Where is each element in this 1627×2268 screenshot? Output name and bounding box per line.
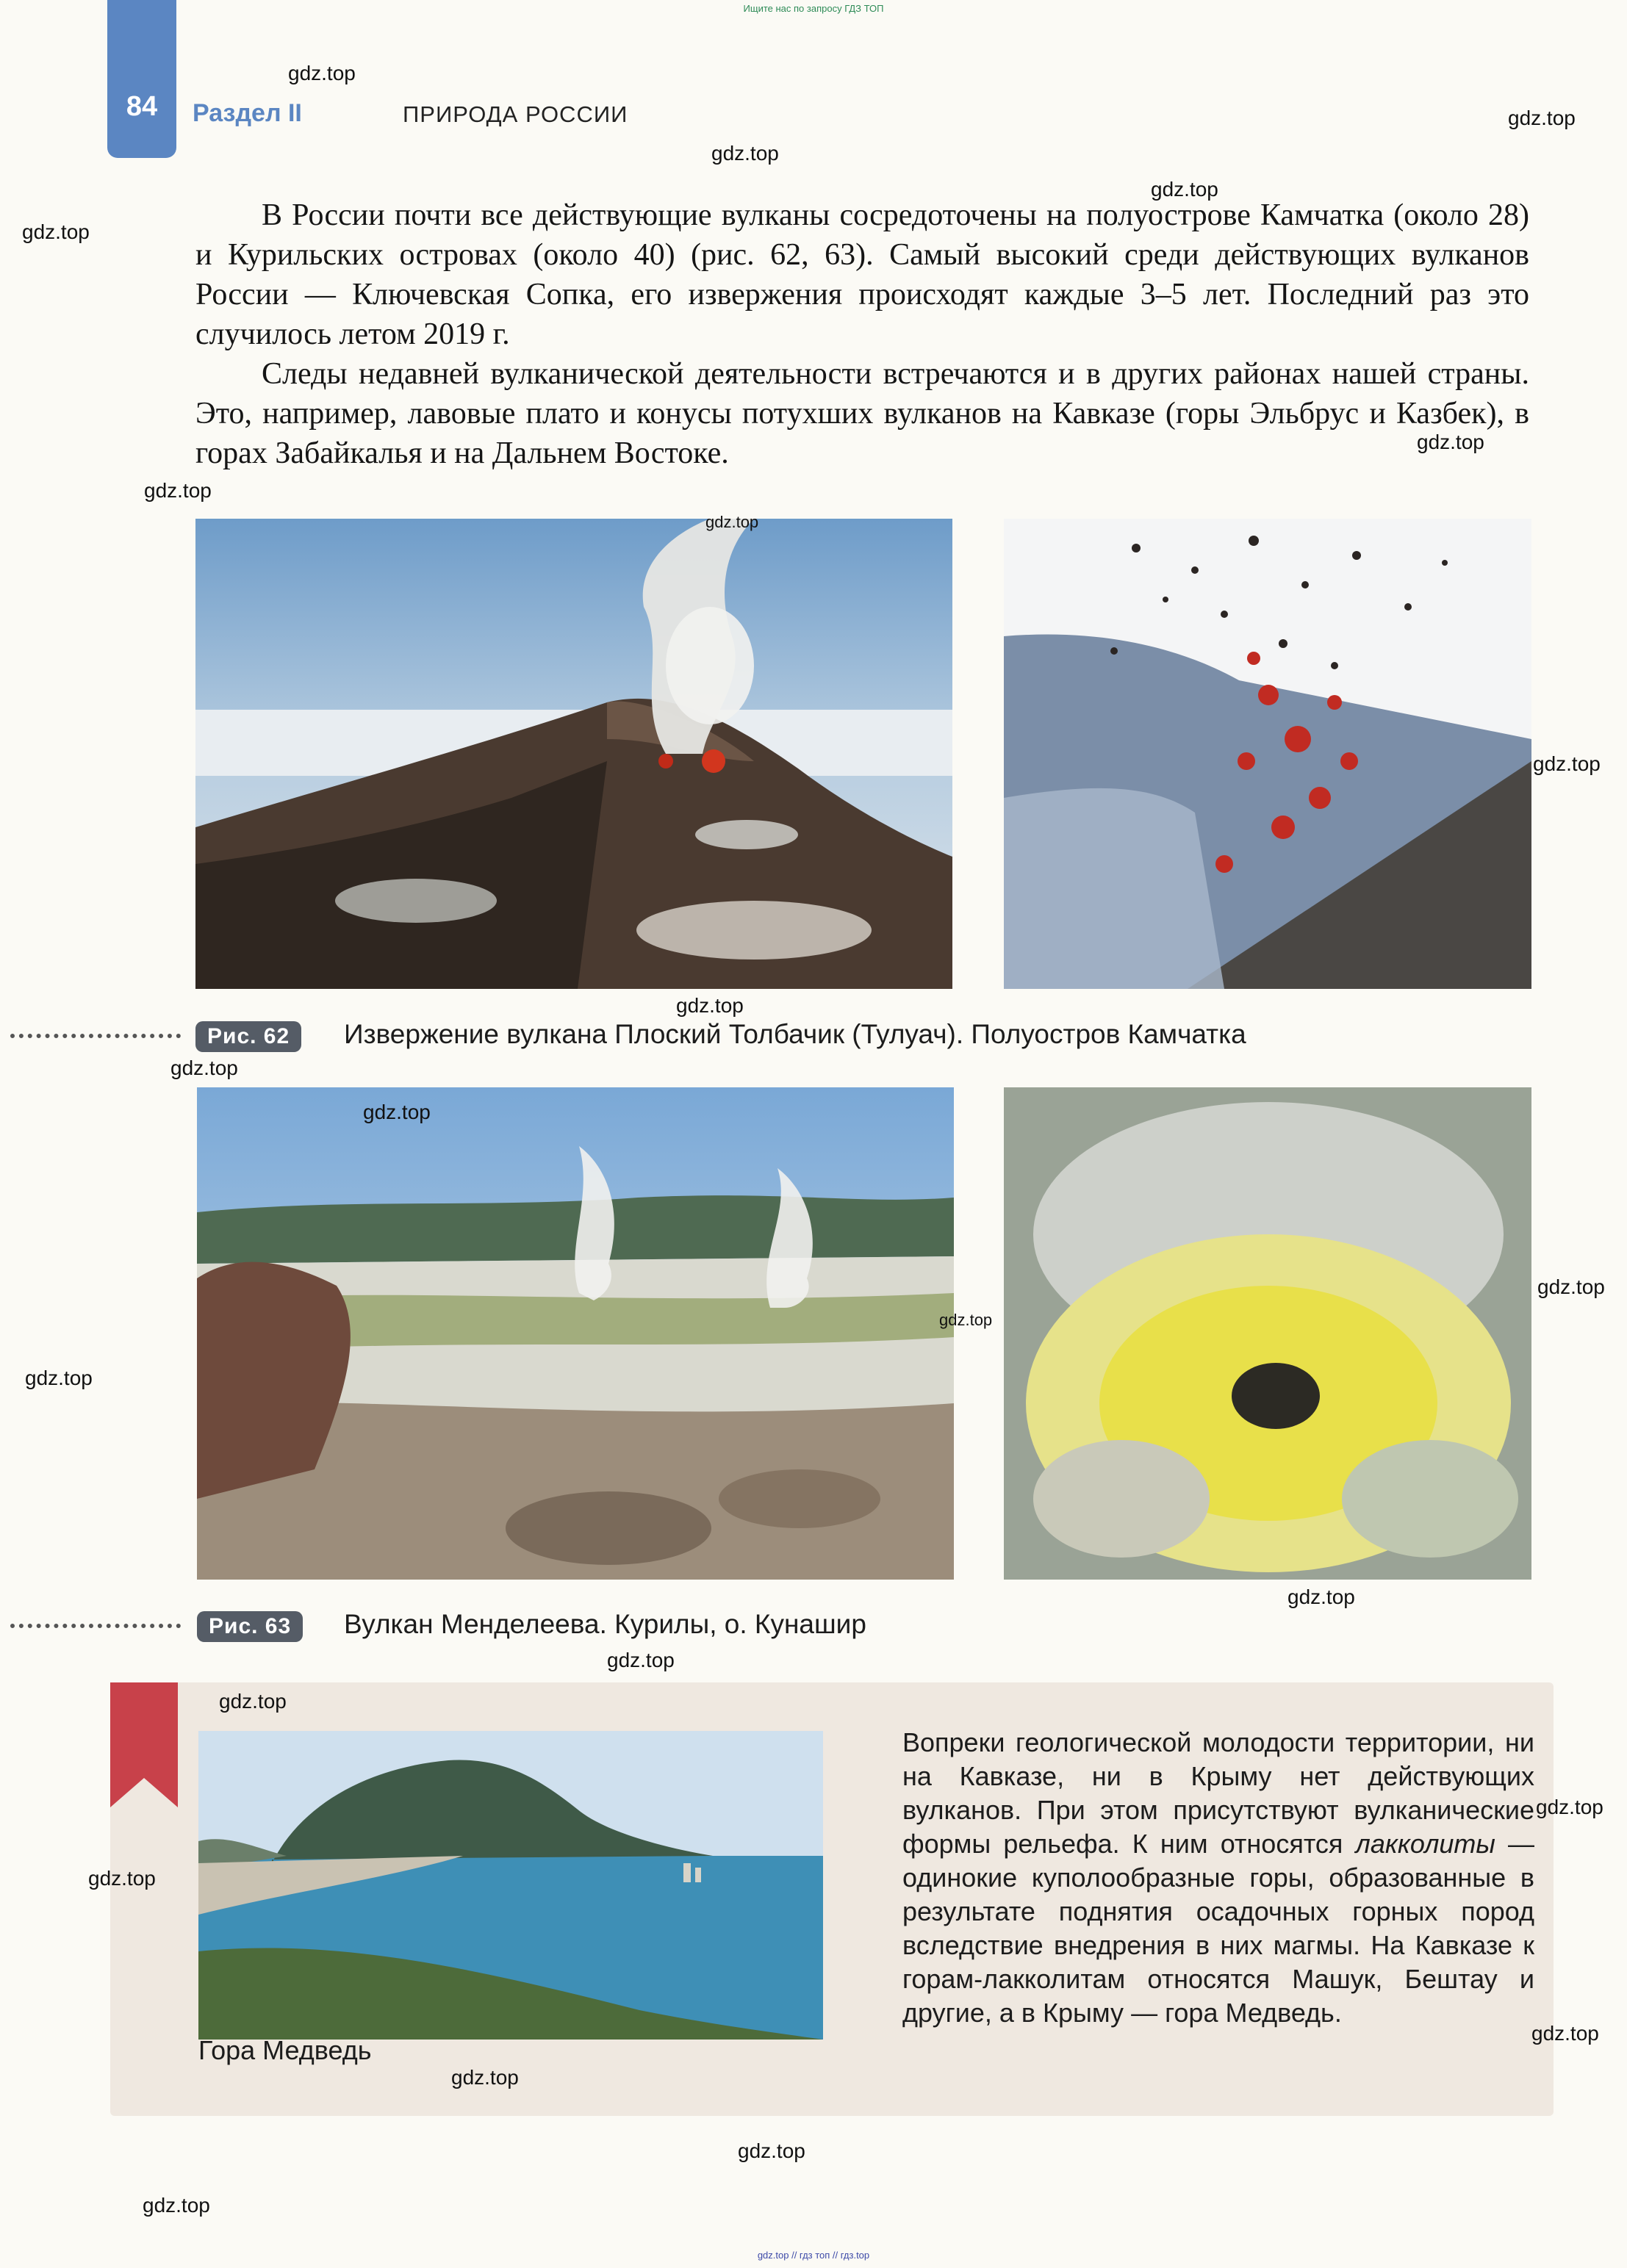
bottom-note: gdz.top // гдз топ // гдз.top [757, 2250, 870, 2261]
watermark: gdz.top [607, 1649, 675, 1671]
laccolith-text [902, 1726, 1534, 2030]
watermark: gdz.top [451, 2066, 519, 2089]
watermark: gdz.top [711, 142, 779, 165]
watermark: gdz.top [939, 1311, 993, 1329]
watermark: gdz.top [1287, 1585, 1355, 1608]
laccolith-text-part-2: — одинокие куполообразные горы, образованные в результате поднятия осадочных горных пород вследствие внедрения в них магмы. На Кавказе к горам-лакколитам относятся Машук, Бештау и другие, а в Крыму — гора Медведь. [902, 1829, 1534, 2028]
paragraph-2: Следы недавней вулканической деятельности встречаются и в других районах нашей страны. Это, например, лавовые плато и конусы потухших вулканов на Кавказе (горы Эльбрус и Казбек), в горах Забайкалья и на Дальнем Востоке. [195, 357, 1529, 470]
figure-62-caption: Извержение вулкана Плоский Толбачик (Тулуач). Полуостров Камчатка [344, 1019, 1246, 1049]
paragraph-1: В России почти все действующие вулканы сосредоточены на полуострове Камчатка (около 28) и Курильских островах (около 40) (рис. 62, 63). Самый высокий среди действующих вулканов России — Ключевская Сопка, его извержения происходят каждые 3–5 лет. Последний раз это случилось летом 2019 г. [195, 198, 1529, 351]
watermark: gdz.top [1533, 752, 1601, 775]
laccolith-text-part-1: Вопреки геологической молодости территории, ни на Кавказе, ни в Крыму нет действующих вулканов. При этом присутствуют вулканические формы рельефа. К ним относятся [902, 1727, 1534, 1859]
watermark: gdz.top [1536, 1796, 1603, 1818]
watermark: gdz.top [676, 994, 744, 1017]
watermark: gdz.top [25, 1367, 93, 1389]
figure-62-badge: Рис. 62 [195, 1021, 301, 1052]
caption-dots-63 [10, 1624, 181, 1628]
sulfur-vent-photo [1004, 1087, 1531, 1580]
watermark: gdz.top [170, 1056, 238, 1079]
bear-mountain-photo [198, 1731, 823, 2040]
figure-63-badge: Рис. 63 [197, 1611, 303, 1642]
fumarole-field-photo [197, 1087, 954, 1580]
watermark: gdz.top [1417, 431, 1484, 453]
watermark: gdz.top [144, 479, 212, 502]
watermark: gdz.top [1537, 1275, 1605, 1298]
watermark: gdz.top [1531, 2022, 1599, 2045]
watermark: gdz.top [705, 513, 759, 531]
watermark: gdz.top [363, 1101, 431, 1123]
watermark: gdz.top [22, 220, 90, 243]
watermark: gdz.top [143, 2194, 210, 2217]
section-label: Раздел II [193, 99, 302, 127]
watermark: gdz.top [1151, 178, 1218, 201]
watermark: gdz.top [738, 2139, 805, 2162]
figure-63-caption: Вулкан Менделеева. Курилы, о. Кунашир [344, 1609, 866, 1639]
bookmark-ribbon [110, 1682, 178, 1807]
page-number: 84 [107, 0, 176, 158]
watermark: gdz.top [88, 1867, 156, 1890]
section-title: ПРИРОДА РОССИИ [403, 101, 628, 127]
volcano-eruption-photo [195, 519, 952, 989]
term-laccoliths: лакколиты [1355, 1829, 1495, 1859]
bear-mountain-caption: Гора Медведь [198, 2035, 372, 2065]
watermark: gdz.top [288, 62, 356, 84]
watermark: gdz.top [1508, 107, 1576, 129]
watermark: gdz.top [219, 1690, 287, 1713]
top-note: Ищите нас по запросу ГДЗ ТОП [743, 3, 884, 14]
caption-dots-62 [10, 1034, 181, 1038]
lava-fountain-photo [1004, 519, 1531, 989]
